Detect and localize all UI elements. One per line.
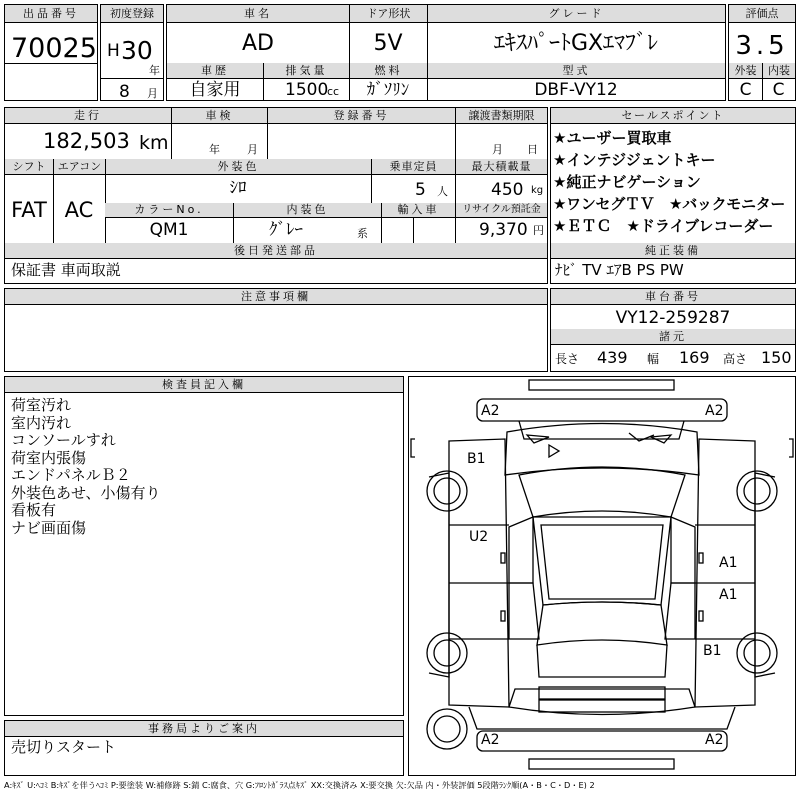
inspector-item: 外装色あせ、小傷有り [11, 483, 161, 502]
insp-month-unit: 月 [247, 143, 258, 156]
point-5: ★ＥＴＣ ★ドライブレコーダー [553, 217, 774, 235]
sales-points-box [550, 107, 796, 284]
displacement-label: 排気量 [263, 63, 349, 79]
height-label: 高さ [723, 352, 748, 366]
diagram-mark: B1 [467, 451, 486, 467]
first-reg-box [100, 4, 164, 101]
history: 自家用 [189, 80, 241, 100]
score-label: 評価点 [729, 5, 795, 23]
inspector-item: 荷室内張傷 [11, 448, 87, 467]
point-3: ★純正ナビゲーション [553, 173, 701, 191]
name-label: 車名 [167, 5, 349, 23]
transfer-day-unit: 日 [527, 143, 538, 156]
load: 450 [491, 180, 524, 200]
inspector-item: 荷室汚れ [11, 396, 72, 414]
mileage: 182,503 [43, 129, 130, 153]
reg-no-label: 登録番号 [267, 108, 455, 124]
notes-box [4, 288, 548, 372]
equip-label: 純正装備 [551, 243, 795, 259]
reg-month: 8 [119, 82, 130, 102]
diagram-mark: A2 [705, 732, 724, 748]
lot-box [4, 4, 98, 101]
notes-label: 注意事項欄 [5, 289, 547, 305]
doors-label: ドア形状 [349, 5, 427, 23]
transfer-month-unit: 月 [492, 143, 503, 156]
reg-year: 30 [121, 36, 153, 65]
office-box [4, 720, 404, 776]
car-name: AD [242, 31, 274, 56]
point-4: ★ワンセグＴＶ ★バックモニター [553, 195, 786, 213]
chassis-box [550, 288, 796, 372]
diagram-mark: U2 [469, 529, 489, 545]
length: 439 [597, 348, 628, 367]
car-diagram-box [408, 376, 796, 776]
points-label: セールスポイント [551, 108, 795, 124]
inspector-label: 検査員記入欄 [5, 377, 403, 393]
grade: ｴｷｽﾊﾟｰﾄGXｴﾏﾌﾞﾚ [493, 31, 659, 56]
model-label: 型式 [427, 63, 725, 79]
era: H [107, 41, 120, 61]
int-color-unit: 系 [357, 227, 368, 240]
import-label: 輸入車 [381, 203, 455, 218]
ac-label: エアコン [53, 159, 105, 175]
fuel: ｶﾞｿﾘﾝ [366, 80, 410, 100]
diagram-mark: A2 [481, 403, 500, 419]
diagram-mark: A1 [719, 587, 738, 603]
office-text: 売切りスタート [11, 738, 117, 756]
inspector-item: 看板有 [11, 501, 57, 519]
inspector-item: エンドパネルＢ２ [11, 466, 131, 484]
inspector-box [4, 376, 404, 716]
displacement: 1500 [285, 80, 329, 100]
year-unit: 年 [149, 64, 160, 77]
fuel-label: 燃料 [349, 63, 427, 79]
score-box [728, 4, 796, 101]
width-label: 幅 [647, 352, 660, 366]
width: 169 [679, 348, 710, 367]
point-2: ★インテジジェントキー [553, 151, 716, 169]
transfer-label: 譲渡書類期限 [455, 108, 547, 124]
equipment: ﾅﾋﾞ TV ｴｱB PS PW [555, 261, 684, 279]
recycle-unit: 円 [533, 224, 544, 237]
ext-color: ｼﾛ [229, 178, 247, 198]
recycle: 9,370 [479, 220, 528, 240]
diagram-mark: A1 [719, 555, 738, 571]
insp-year-unit: 年 [209, 143, 220, 156]
recycle-label: リサイクル預託金 [455, 203, 547, 218]
lot-number: 70025 [11, 33, 97, 64]
doors: 5V [373, 31, 403, 56]
score: 3.5 [735, 31, 789, 61]
int-score-label: 内装 [762, 63, 795, 79]
ext-score-label: 外装 [729, 63, 762, 79]
height: 150 [761, 348, 792, 367]
mileage-label: 走行 [5, 108, 171, 124]
history-label: 車歴 [167, 63, 263, 79]
ac: AC [64, 198, 94, 222]
capacity: 5 [415, 180, 426, 200]
load-unit: kg [531, 185, 544, 196]
month-unit: 月 [147, 87, 158, 100]
capacity-label: 乗車定員 [371, 159, 455, 175]
displacement-unit: cc [327, 85, 340, 98]
later-label: 後日発送部品 [5, 243, 547, 259]
lot-label: 出品番号 [5, 5, 97, 23]
mileage-unit: km [139, 132, 169, 154]
car-diagram [409, 377, 795, 775]
shift: FAT [11, 198, 47, 222]
inspector-items [11, 397, 161, 537]
later-parts: 保証書 車両取説 [11, 261, 121, 279]
ext-score: C [739, 80, 752, 100]
inspector-item: 室内汚れ [11, 413, 72, 432]
chassis-label: 車台番号 [551, 289, 795, 305]
diagram-mark: A2 [481, 732, 500, 748]
inspector-item: コンソールすれ [11, 431, 116, 449]
model: DBF-VY12 [534, 80, 618, 100]
color-no-label: カラーNo. [105, 203, 233, 218]
length-label: 長さ [555, 352, 580, 366]
diagram-mark: A2 [705, 403, 724, 419]
legend: A:ｷｽﾞ U:ﾍｺﾐ B:ｷｽﾞを伴うﾍｺﾐ P:要塗装 W:補修跡 S:錆 C:腐食、穴 G:ﾌﾛﾝﾄｶﾞﾗｽ点ｷｽﾞ XX:交換済み X:要交換 欠:欠品 内・外装評価 5段階ﾗﾝｸ順(A・B・C・D・E) 2 [4, 781, 595, 790]
point-1: ★ユーザー買取車 [553, 129, 672, 147]
grade-label: グレード [427, 5, 725, 23]
int-score: C [772, 80, 785, 100]
first-reg-label: 初度登録 [101, 5, 163, 23]
name-box [166, 4, 726, 101]
spec-box [4, 107, 548, 284]
shift-label: シフト [5, 159, 53, 175]
chassis-number: VY12-259287 [615, 308, 731, 328]
inspector-item: ナビ画面傷 [11, 518, 87, 537]
load-label: 最大積載量 [455, 159, 547, 175]
color-no: QM1 [149, 220, 189, 240]
int-color-label: 内装色 [233, 203, 381, 218]
int-color: ｸﾞﾚｰ [269, 220, 303, 240]
inspection-label: 車検 [171, 108, 267, 124]
ext-color-label: 外装色 [105, 159, 371, 175]
diagram-mark: B1 [703, 643, 722, 659]
dims-label: 諸元 [551, 329, 795, 345]
office-label: 事務局よりご案内 [5, 721, 403, 737]
capacity-unit: 人 [437, 185, 448, 198]
